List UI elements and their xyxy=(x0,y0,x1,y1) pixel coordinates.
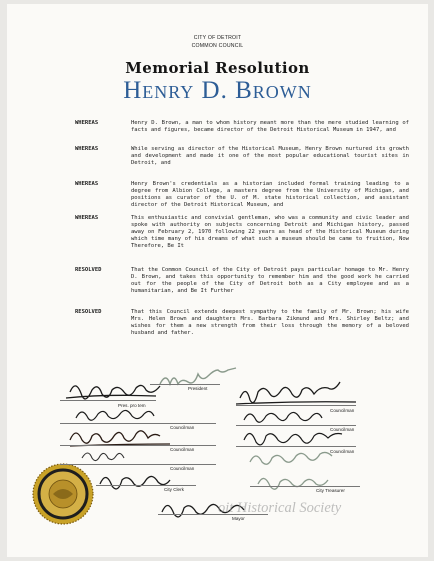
clause-text: Henry Brown's credentials as a historian included formal training leading to a degree from Albion College, a masters degree from the University of Michigan, and positions as curator of the U. of M. state historical collection, and assistant director of the Detroit Historical Museum, and xyxy=(131,181,409,209)
signature-line-councilman-rogell xyxy=(236,405,356,406)
signature-councilman-4 xyxy=(244,433,342,444)
header-city: CITY OF DETROIT xyxy=(193,35,242,41)
caption-councilman: Councilman xyxy=(170,425,195,430)
signature-line-councilman-levin xyxy=(60,464,216,465)
clause-text: That this Council extends deepest sympathy to the family of Mr. Brown; his wife Mrs. Helen Brown and daughters Mrs. Barbara Zikmund and Mrs. Shirley Beltz; and wishes for them a new strength from their loss through the memory of a beloved husband and father. xyxy=(131,309,409,337)
signature-councilman-2 xyxy=(244,412,322,422)
signature-rogell xyxy=(236,382,356,404)
clause-label: WHEREAS xyxy=(75,181,99,187)
signature-councilman-1 xyxy=(76,410,154,420)
signature-councilman-5 xyxy=(82,453,124,461)
clause-text: That the Common Council of the City of Detroit pays particular homage to Mr. Henry D. Brown, and takes this opportunity to remember him and the good work he carried out for the people of the City of Detroit both as a City employee and as a humanitarian, and Be It Further xyxy=(131,267,409,295)
caption-city-treasurer: City Treasurer xyxy=(316,488,345,493)
honoree-name: Henry D. Brown xyxy=(123,77,312,104)
clause-label: WHEREAS xyxy=(75,120,99,126)
header-council: COMMON COUNCIL xyxy=(191,43,244,49)
signature-line-councilman-van-antwerp xyxy=(236,446,356,447)
caption-councilman: Councilman xyxy=(330,427,355,432)
signature-line-president xyxy=(150,384,220,385)
watermark-text: oit Historical Society xyxy=(218,500,342,516)
signature-pres-pro-tem xyxy=(66,385,160,398)
caption-mayor: Mayor xyxy=(232,516,245,521)
caption-councilman: Councilman xyxy=(170,447,195,452)
clause-text: Henry D. Brown, a man to whom history meant more than the mere studied learning of facts and figures, became director of the Detroit Historical Museum in 1947, and xyxy=(131,120,409,134)
clause-label: WHEREAS xyxy=(75,146,99,152)
clause-label: WHEREAS xyxy=(75,215,99,221)
signature-councilman-6 xyxy=(250,452,332,464)
caption-city-clerk: City Clerk xyxy=(164,487,184,492)
signature-president xyxy=(160,368,236,384)
city-seal xyxy=(33,464,93,524)
clause-label: RESOLVED xyxy=(75,267,102,273)
signature-line-councilman-eberhard xyxy=(60,423,216,424)
signature-line-pres-pro-tem xyxy=(60,400,156,401)
caption-councilman: Councilman xyxy=(330,449,355,454)
clause-text: While serving as director of the Historical Museum, Henry Brown nurtured its growth and development and made it one of the most popular educational tourist sites in Detroit, and xyxy=(131,146,409,167)
signature-line-city-treasurer xyxy=(250,486,360,487)
caption-president: President xyxy=(188,386,208,391)
signature-councilman-3 xyxy=(70,431,170,446)
signature-line-city-clerk xyxy=(96,485,196,486)
signature-line-councilman-browne xyxy=(60,445,216,446)
signature-city-clerk xyxy=(100,476,170,488)
document-title: Memorial Resolution xyxy=(125,59,310,77)
signature-line-councilman-tindal xyxy=(236,425,356,426)
clause-label: RESOLVED xyxy=(75,309,102,315)
caption-councilman: Councilman xyxy=(330,408,355,413)
caption-pres-pro-tem: Pres. pro tem xyxy=(118,403,146,408)
caption-councilman: Councilman xyxy=(170,466,195,471)
clause-text: This enthusiastic and convivial gentleman, who was a community and civic leader and spoke with authority on subjects concerning Detroit and Michigan history, passed away on February 2, 1970 following 22 years as head of the Historical Museum during which time many of his dreams of what such a museum should be came to fruition, Now Therefore, Be It xyxy=(131,215,409,250)
